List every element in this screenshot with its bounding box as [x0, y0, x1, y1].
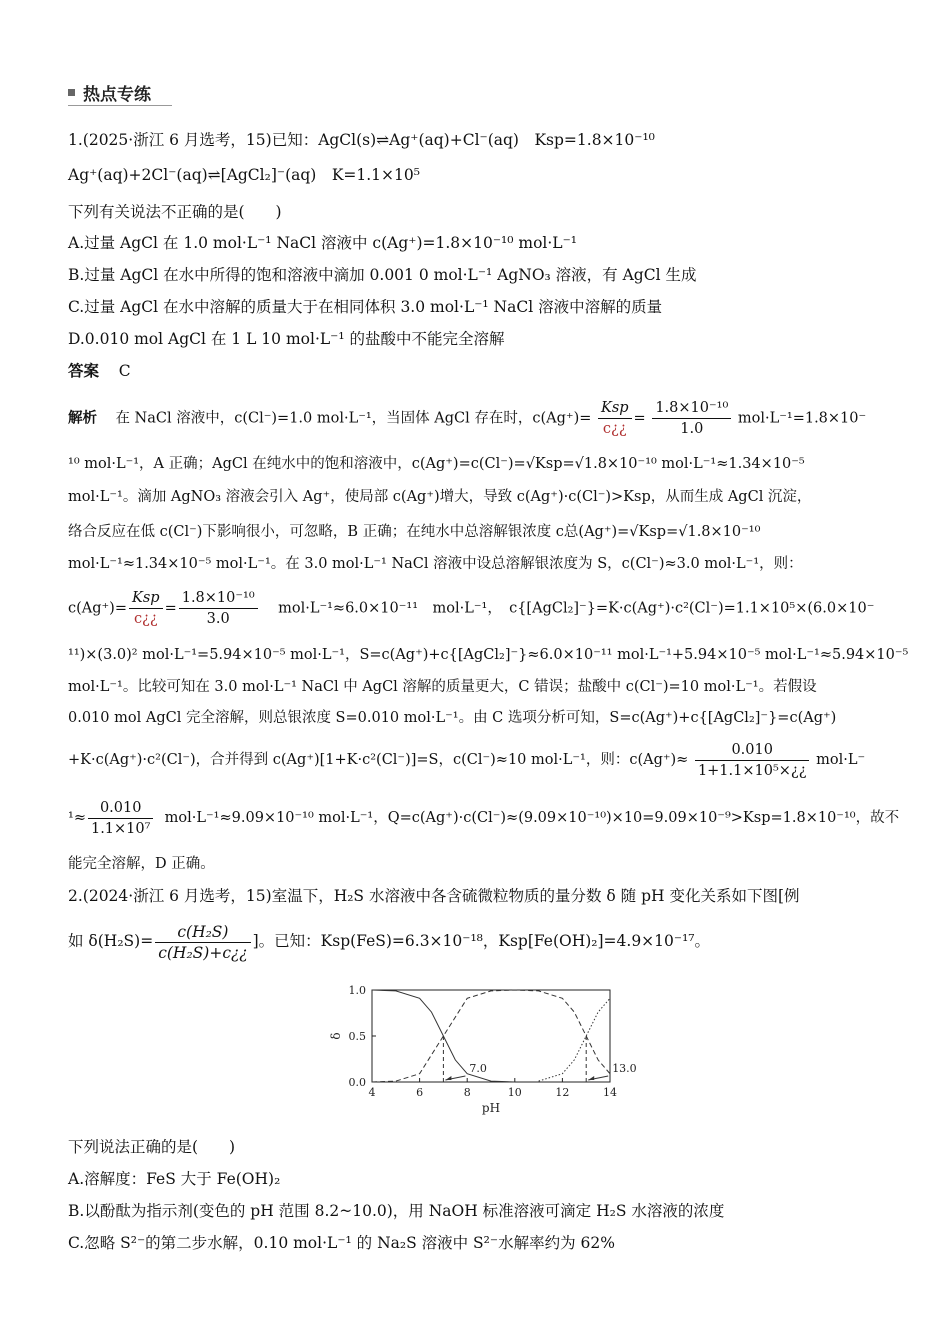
fraction-numerator: 1.8×10⁻¹⁰: [179, 588, 258, 609]
q2-option-a: A.溶解度：FeS 大于 Fe(OH)₂: [68, 1170, 281, 1188]
analysis-label: 解析: [68, 410, 97, 427]
analysis-line-11: [68, 796, 899, 840]
pka-arrowhead: [445, 1076, 451, 1080]
analysis-line-4: 络合反应在低 c(Cl⁻)下影响很小，可忽略，B 正确；在纯水中总溶解银浓度 c总(Ag⁺)=√Ksp=√1.8×10⁻¹⁰: [68, 524, 761, 540]
analysis-text-1a: 在 NaCl 溶液中，c(Cl⁻)=1.0 mol·L⁻¹，当固体 AgCl 存在时，c(Ag⁺)=: [115, 410, 592, 427]
q2-stem-2b: ]。已知：Ksp(FeS)=6.3×10⁻¹⁸，Ksp[Fe(OH)₂]=4.9×10⁻¹⁷。: [252, 932, 710, 950]
x-tick-label: 6: [416, 1086, 424, 1099]
x-tick-label: 14: [603, 1086, 617, 1099]
q1-stem-1: 1.(2025·浙江 6 月选考，15)已知：AgCl(s)⇌Ag⁺(aq)+Cl⁻(aq) Ksp=1.8×10⁻¹⁰: [68, 131, 655, 149]
x-axis-label: pH: [481, 1101, 501, 1115]
fraction-numerator: 0.010: [88, 798, 153, 819]
fraction-denominator: c¿¿: [602, 421, 627, 437]
analysis-line-8: mol·L⁻¹。比较可知在 3.0 mol·L⁻¹ NaCl 中 AgCl 溶解的质量更大，C 错误；盐酸中 c(Cl⁻)=10 mol·L⁻¹。若假设: [68, 679, 817, 695]
fraction-denominator: 1.0: [680, 421, 704, 437]
q2-stem-2: [68, 918, 710, 964]
fraction-denominator: c(H₂S)+c¿¿: [158, 943, 248, 962]
analysis-line-12: 能完全溶解，D 正确。: [68, 856, 215, 872]
plot-frame: [372, 990, 610, 1082]
q2-question: 下列说法正确的是( ): [68, 1138, 236, 1156]
q1-question: 下列有关说法不正确的是( ): [68, 203, 282, 221]
y-tick-label: 0.0: [348, 1076, 366, 1089]
analysis-text-6b: mol·L⁻¹≈6.0×10⁻¹¹ mol·L⁻¹， c{[AgCl₂]⁻}=K·c(Ag⁺)·c²(Cl⁻)=1.1×10⁵×(6.0×10⁻: [278, 600, 875, 617]
pka-annotation: 13.0: [612, 1062, 637, 1075]
q1-option-a: A.过量 AgCl 在 1.0 mol·L⁻¹ NaCl 溶液中 c(Ag⁺)=1.8×10⁻¹⁰ mol·L⁻¹: [68, 234, 577, 252]
analysis-line-5: mol·L⁻¹≈1.34×10⁻⁵ mol·L⁻¹。在 3.0 mol·L⁻¹ NaCl 溶液中设总溶解银浓度为 S，c(Cl⁻)≈3.0 mol·L⁻¹，则：: [68, 556, 803, 572]
fraction-denominator: 1+1.1×10⁵×¿¿: [697, 762, 807, 779]
fraction-value-4: [88, 798, 153, 839]
fraction-numerator: 1.8×10⁻¹⁰: [652, 398, 731, 419]
q1-stem-2: Ag⁺(aq)+2Cl⁻(aq)⇌[AgCl₂]⁻(aq) K=1.1×10⁵: [68, 166, 420, 184]
fraction-numerator: c(H₂S): [155, 922, 250, 943]
analysis-text-11b: mol·L⁻¹≈9.09×10⁻¹⁰ mol·L⁻¹，Q=c(Ag⁺)·c(Cl⁻)≈(9.09×10⁻¹⁰)×10=9.09×10⁻⁹>Ksp=1.8×10⁻¹⁰，故不: [164, 810, 900, 826]
analysis-text-1b: =: [633, 410, 646, 427]
answer-label: 答案: [68, 362, 100, 380]
q2-stem-1: 2.(2024·浙江 6 月选考，15)室温下，H₂S 水溶液中各含硫微粒物质的量分数 δ 随 pH 变化关系如下图[例: [68, 887, 800, 905]
analysis-line-2: ¹⁰ mol·L⁻¹，A 正确；AgCl 在纯水中的饱和溶液中，c(Ag⁺)=c(Cl⁻)=√Ksp=√1.8×10⁻¹⁰ mol·L⁻¹≈1.34×10⁻⁵: [68, 456, 805, 472]
y-tick-label: 0.5: [348, 1030, 366, 1043]
analysis-line-7: ¹¹)×(3.0)² mol·L⁻¹=5.94×10⁻⁵ mol·L⁻¹，S=c(Ag⁺)+c{[AgCl₂]⁻}≈6.0×10⁻¹¹ mol·L⁻¹+5.94×10⁻⁵ mol·L⁻¹≈5.94×10⁻⁵: [68, 647, 909, 663]
square-bullet-icon: [68, 89, 75, 96]
fraction-numerator: 0.010: [695, 740, 810, 761]
analysis-text-10b: mol·L⁻: [816, 752, 866, 768]
analysis-line-10: [68, 738, 865, 782]
fraction-ksp-1: [598, 398, 632, 439]
q1-option-b: B.过量 AgCl 在水中所得的饱和溶液中滴加 0.001 0 mol·L⁻¹ AgNO₃ 溶液，有 AgCl 生成: [68, 266, 697, 284]
section-underline: [68, 105, 172, 106]
fraction-denominator: 3.0: [206, 611, 230, 627]
section-title: 热点专练: [83, 85, 151, 105]
analysis-text-11a: ¹≈: [68, 810, 86, 826]
series-line-dotted: [539, 998, 610, 1081]
x-tick-label: 12: [555, 1086, 570, 1099]
fraction-numerator: Ksp: [129, 588, 163, 609]
analysis-text-1c: mol·L⁻¹=1.8×10⁻: [737, 410, 867, 427]
fraction-value-1: [652, 398, 731, 439]
y-tick-label: 1.0: [348, 984, 366, 997]
analysis-text-6a: c(Ag⁺)=: [68, 600, 127, 617]
y-axis-label: δ: [329, 1032, 343, 1040]
analysis-line-1: [68, 398, 866, 438]
delta-ph-chart: [328, 982, 637, 1120]
fraction-denominator: 1.1×10⁷: [90, 820, 151, 837]
q2-stem-2a: 如 δ(H₂S)=: [68, 932, 154, 950]
fraction-value-3: [695, 740, 810, 781]
pka-annotation: 7.0: [469, 1062, 487, 1075]
fraction-numerator: Ksp: [598, 398, 632, 419]
fraction-ksp-2: [129, 588, 163, 629]
fraction-denominator: c¿¿: [133, 611, 158, 627]
q1-option-c: C.过量 AgCl 在水中溶解的质量大于在相同体积 3.0 mol·L⁻¹ NaCl 溶液中溶解的质量: [68, 298, 663, 316]
x-tick-label: 4: [368, 1086, 376, 1099]
x-tick-label: 10: [507, 1086, 522, 1099]
analysis-line-9: 0.010 mol AgCl 完全溶解，则总银浓度 S=0.010 mol·L⁻¹。由 C 选项分析可知，S=c(Ag⁺)+c{[AgCl₂]⁻}=c(Ag⁺): [68, 710, 837, 726]
section-header: [68, 80, 151, 105]
q1-answer-row: [68, 361, 131, 381]
series-line-dashed: [372, 990, 610, 1082]
analysis-text-10a: +K·c(Ag⁺)·c²(Cl⁻)，合并得到 c(Ag⁺)[1+K·c²(Cl⁻)]=S，c(Cl⁻)≈10 mol·L⁻¹，则：c(Ag⁺)≈: [68, 752, 689, 768]
q1-option-d: D.0.010 mol AgCl 在 1 L 10 mol·L⁻¹ 的盐酸中不能完全溶解: [68, 330, 505, 348]
fraction-value-2: [179, 588, 258, 629]
x-tick-label: 8: [463, 1086, 471, 1099]
q2-option-c: C.忽略 S²⁻的第二步水解，0.10 mol·L⁻¹ 的 Na₂S 溶液中 S²⁻水解率约为 62%: [68, 1234, 615, 1252]
analysis-line-6: c(Ag⁺)= $\frac{\text{Ksp}}{c¿¿}$ = $\frac{\text{1.8×10⁻¹⁰}}{3.0}$ mol·L⁻¹≈6.0×10⁻¹¹ mol·L⁻¹， c{[AgCl₂]⁻}=K·c(Ag⁺)·c²(Cl⁻)=1.1×10⁵×(6.0×10⁻: [68, 590, 875, 627]
pka-arrowhead: [588, 1076, 594, 1080]
q2-delta-fraction: [155, 922, 250, 963]
q2-option-b: B.以酚酞为指示剂(变色的 pH 范围 8.2~10.0)，用 NaOH 标准溶液可滴定 H₂S 水溶液的浓度: [68, 1202, 725, 1220]
analysis-line-3: mol·L⁻¹。滴加 AgNO₃ 溶液会引入 Ag⁺，使局部 c(Ag⁺)增大，导致 c(Ag⁺)·c(Cl⁻)>Ksp，从而生成 AgCl 沉淀，: [68, 489, 812, 505]
answer-value: C: [118, 362, 131, 380]
